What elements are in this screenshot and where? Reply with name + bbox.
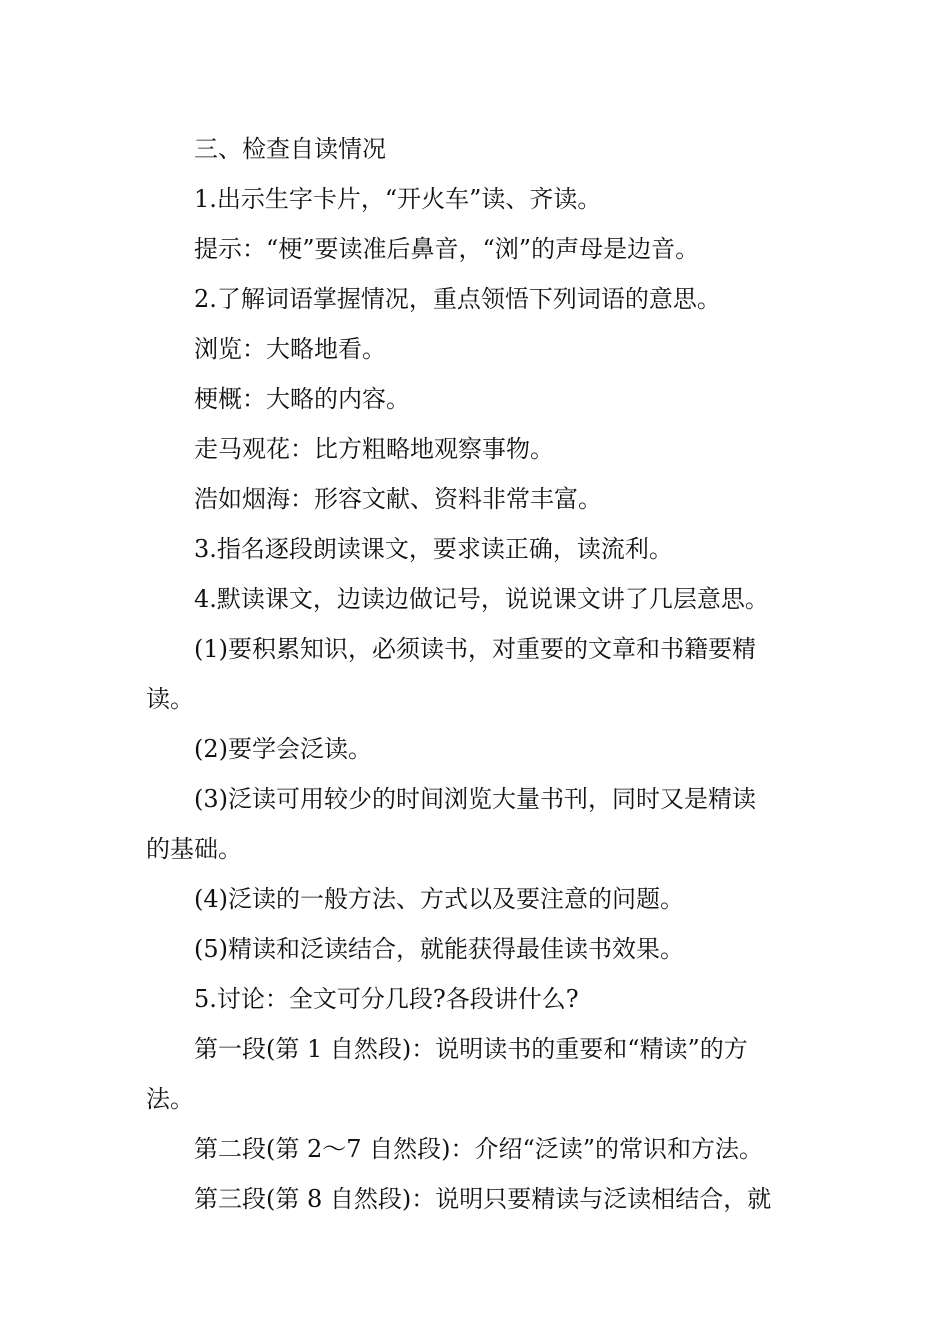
text-line: 读。	[146, 685, 194, 713]
text-line: 提示：“梗”要读准后鼻音，“浏”的声母是边音。	[194, 235, 700, 263]
text-line: 的基础。	[146, 835, 242, 863]
text-line: (2)要学会泛读。	[194, 735, 372, 763]
text-line: 浏览：大略地看。	[194, 335, 386, 363]
text-line: 第三段(第 8 自然段)：说明只要精读与泛读相结合，就	[194, 1185, 772, 1213]
text-line: (4)泛读的一般方法、方式以及要注意的问题。	[194, 885, 684, 913]
text-line: 法。	[146, 1085, 194, 1113]
text-line: 第二段(第 2～7 自然段)：介绍“泛读”的常识和方法。	[194, 1135, 764, 1163]
text-line: 3.指名逐段朗读课文，要求读正确，读流利。	[194, 535, 673, 563]
text-line: (3)泛读可用较少的时间浏览大量书刊，同时又是精读	[194, 785, 756, 813]
text-line: 1.出示生字卡片，“开火车”读、齐读。	[194, 185, 602, 213]
text-line: 5.讨论：全文可分几段?各段讲什么?	[194, 985, 579, 1013]
text-line: 4.默读课文，边读边做记号，说说课文讲了几层意思。	[194, 585, 769, 613]
section-heading: 三、检查自读情况	[194, 135, 386, 163]
text-line: (1)要积累知识，必须读书，对重要的文章和书籍要精	[194, 635, 756, 663]
text-line: 浩如烟海：形容文献、资料非常丰富。	[194, 485, 602, 513]
text-line: 第一段(第 1 自然段)：说明读书的重要和“精读”的方	[194, 1035, 748, 1063]
text-line: (5)精读和泛读结合，就能获得最佳读书效果。	[194, 935, 684, 963]
text-line: 走马观花：比方粗略地观察事物。	[194, 435, 554, 463]
text-line: 梗概：大略的内容。	[194, 385, 410, 413]
text-line: 2.了解词语掌握情况，重点领悟下列词语的意思。	[194, 285, 721, 313]
